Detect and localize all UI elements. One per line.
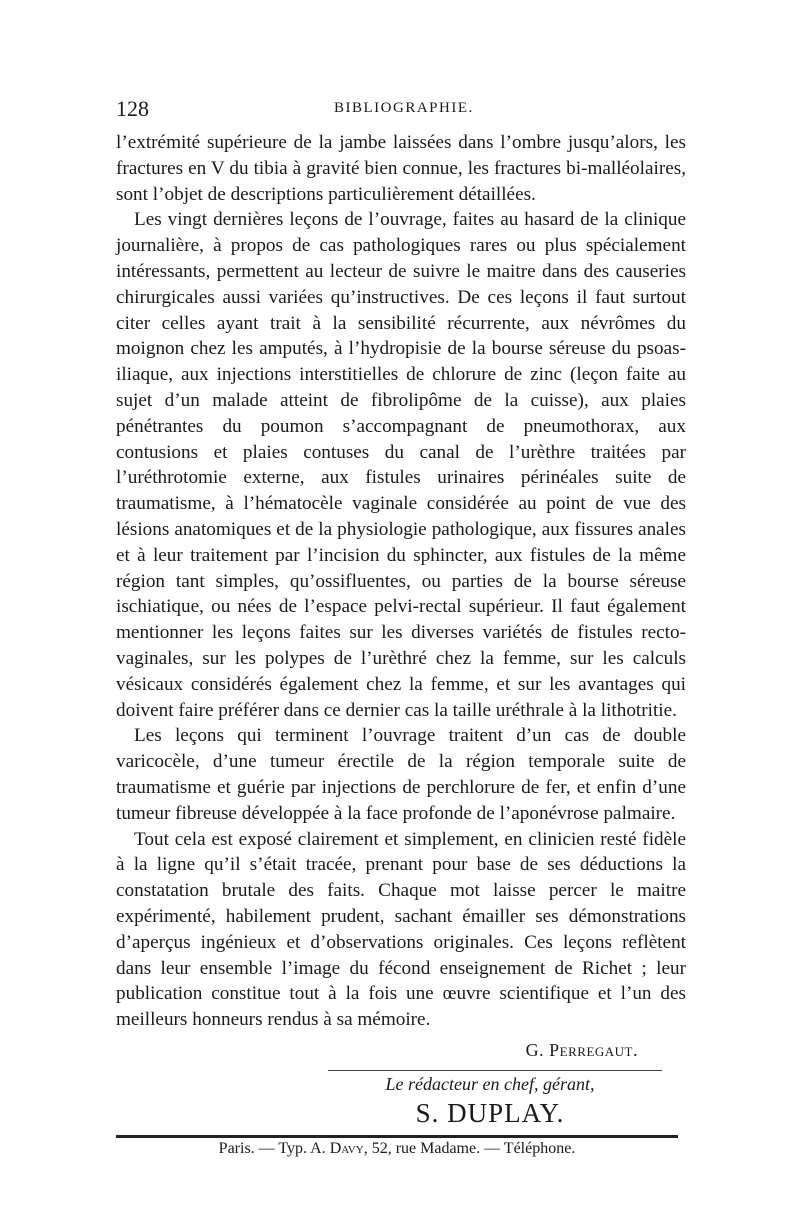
signature-name: Perregaut. bbox=[549, 1040, 638, 1060]
divider-short bbox=[328, 1070, 662, 1071]
divider-long bbox=[116, 1135, 678, 1138]
imprint-printer: Davy bbox=[329, 1140, 364, 1157]
paragraph: Les leçons qui terminent l’ouvrage traitent d’un cas de double varicocèle, d’une tumeur érectile de la région temporale suite de traumatisme et guérie par injections de perchlorure de fer, et enfin d’une tumeur fibreuse développée à la face profonde de l’aponévrose palmaire. bbox=[116, 725, 686, 824]
running-head: BIBLIOGRAPHIE. bbox=[334, 100, 474, 116]
paragraph: l’extrémité supérieure de la jambe laissées dans l’ombre jusqu’alors, les fractures en V du tibia à gravité bien connue, les fractures bi-malléolaires, sont l’objet de descriptions particulièrement détaillées. bbox=[116, 132, 686, 205]
imprint-telephone: — Téléphone. bbox=[480, 1140, 576, 1157]
printer-imprint bbox=[116, 1140, 678, 1158]
page-header bbox=[116, 96, 686, 120]
author-signature bbox=[116, 1040, 638, 1061]
imprint-dash: — Typ. A. bbox=[254, 1140, 330, 1157]
paragraph: Tout cela est exposé clairement et simplement, en clinicien resté fidèle à la ligne qu’il s’était tracée, prenant pour base de ses déductions la constatation brutale des faits. Chaque mot laisse percer le maitre expérimenté, habilement prudent, sachant émailler ses démonstrations d’aperçus ingénieux et d’observations originales. Ces leçons reflètent dans leur ensemble l’image du fécond enseignement de Richet ; leur publication constitue tout à la fois une œuvre scientifique et l’un des meilleurs honneurs rendus à sa mémoire. bbox=[116, 828, 686, 1031]
imprint-address: , 52, rue Madame. bbox=[363, 1140, 481, 1157]
editor-name: S. DUPLAY. bbox=[415, 1098, 565, 1128]
editor-title: Le rédacteur en chef, gérant, bbox=[385, 1074, 595, 1094]
paragraph: Les vingt dernières leçons de l’ouvrage, faites au hasard de la clinique journalière, à propos de cas pathologiques rares ou plus spécialement intéressants, permettent au lecteur de suivre le maitre dans des causeries chirurgicales aussi variées qu’instructives. De ces leçons il faut surtout citer celles ayant trait à la sensibilité récurrente, aux névrômes du moignon chez les amputés, à l’hydropisie de la bourse séreuse du psoas-iliaque, aux injections interstitielles de chlorure de zinc (leçon faite au sujet d’un malade atteint de fibrolipôme de la cuisse), aux plaies pénétrantes du poumon s’accompagnant de pneumothorax, aux contusions et plaies contuses du canal de l’urèthre traitées par l’uréthrotomie externe, aux fistules urinaires périnéales suite de traumatisme, à l’hématocèle vaginale considérée au point de vue des lésions anatomiques et de la physiologie pathologique, aux fissures anales et à leur traitement par l’incision du sphincter, aux fistules de la même région tant simples, qu’ossifluentes, ou parties de la bourse séreuse ischiatique, ou nées de l’espace pelvi-rectal supérieur. Il faut également mentionner les leçons faites sur les diverses variétés de fistules recto-vaginales, sur les polypes de l’urèthré chez la femme, sur les calculs vésicaux considérés également chez la femme, et sur les avantages qui doivent faire préférer dans ce dernier cas la taille uréthrale à la lithotritie. bbox=[116, 209, 686, 721]
body-text bbox=[116, 130, 686, 1033]
signature-initial: G. bbox=[525, 1040, 545, 1060]
page-number: 128 bbox=[116, 96, 149, 121]
imprint-city: Paris. bbox=[218, 1140, 255, 1157]
